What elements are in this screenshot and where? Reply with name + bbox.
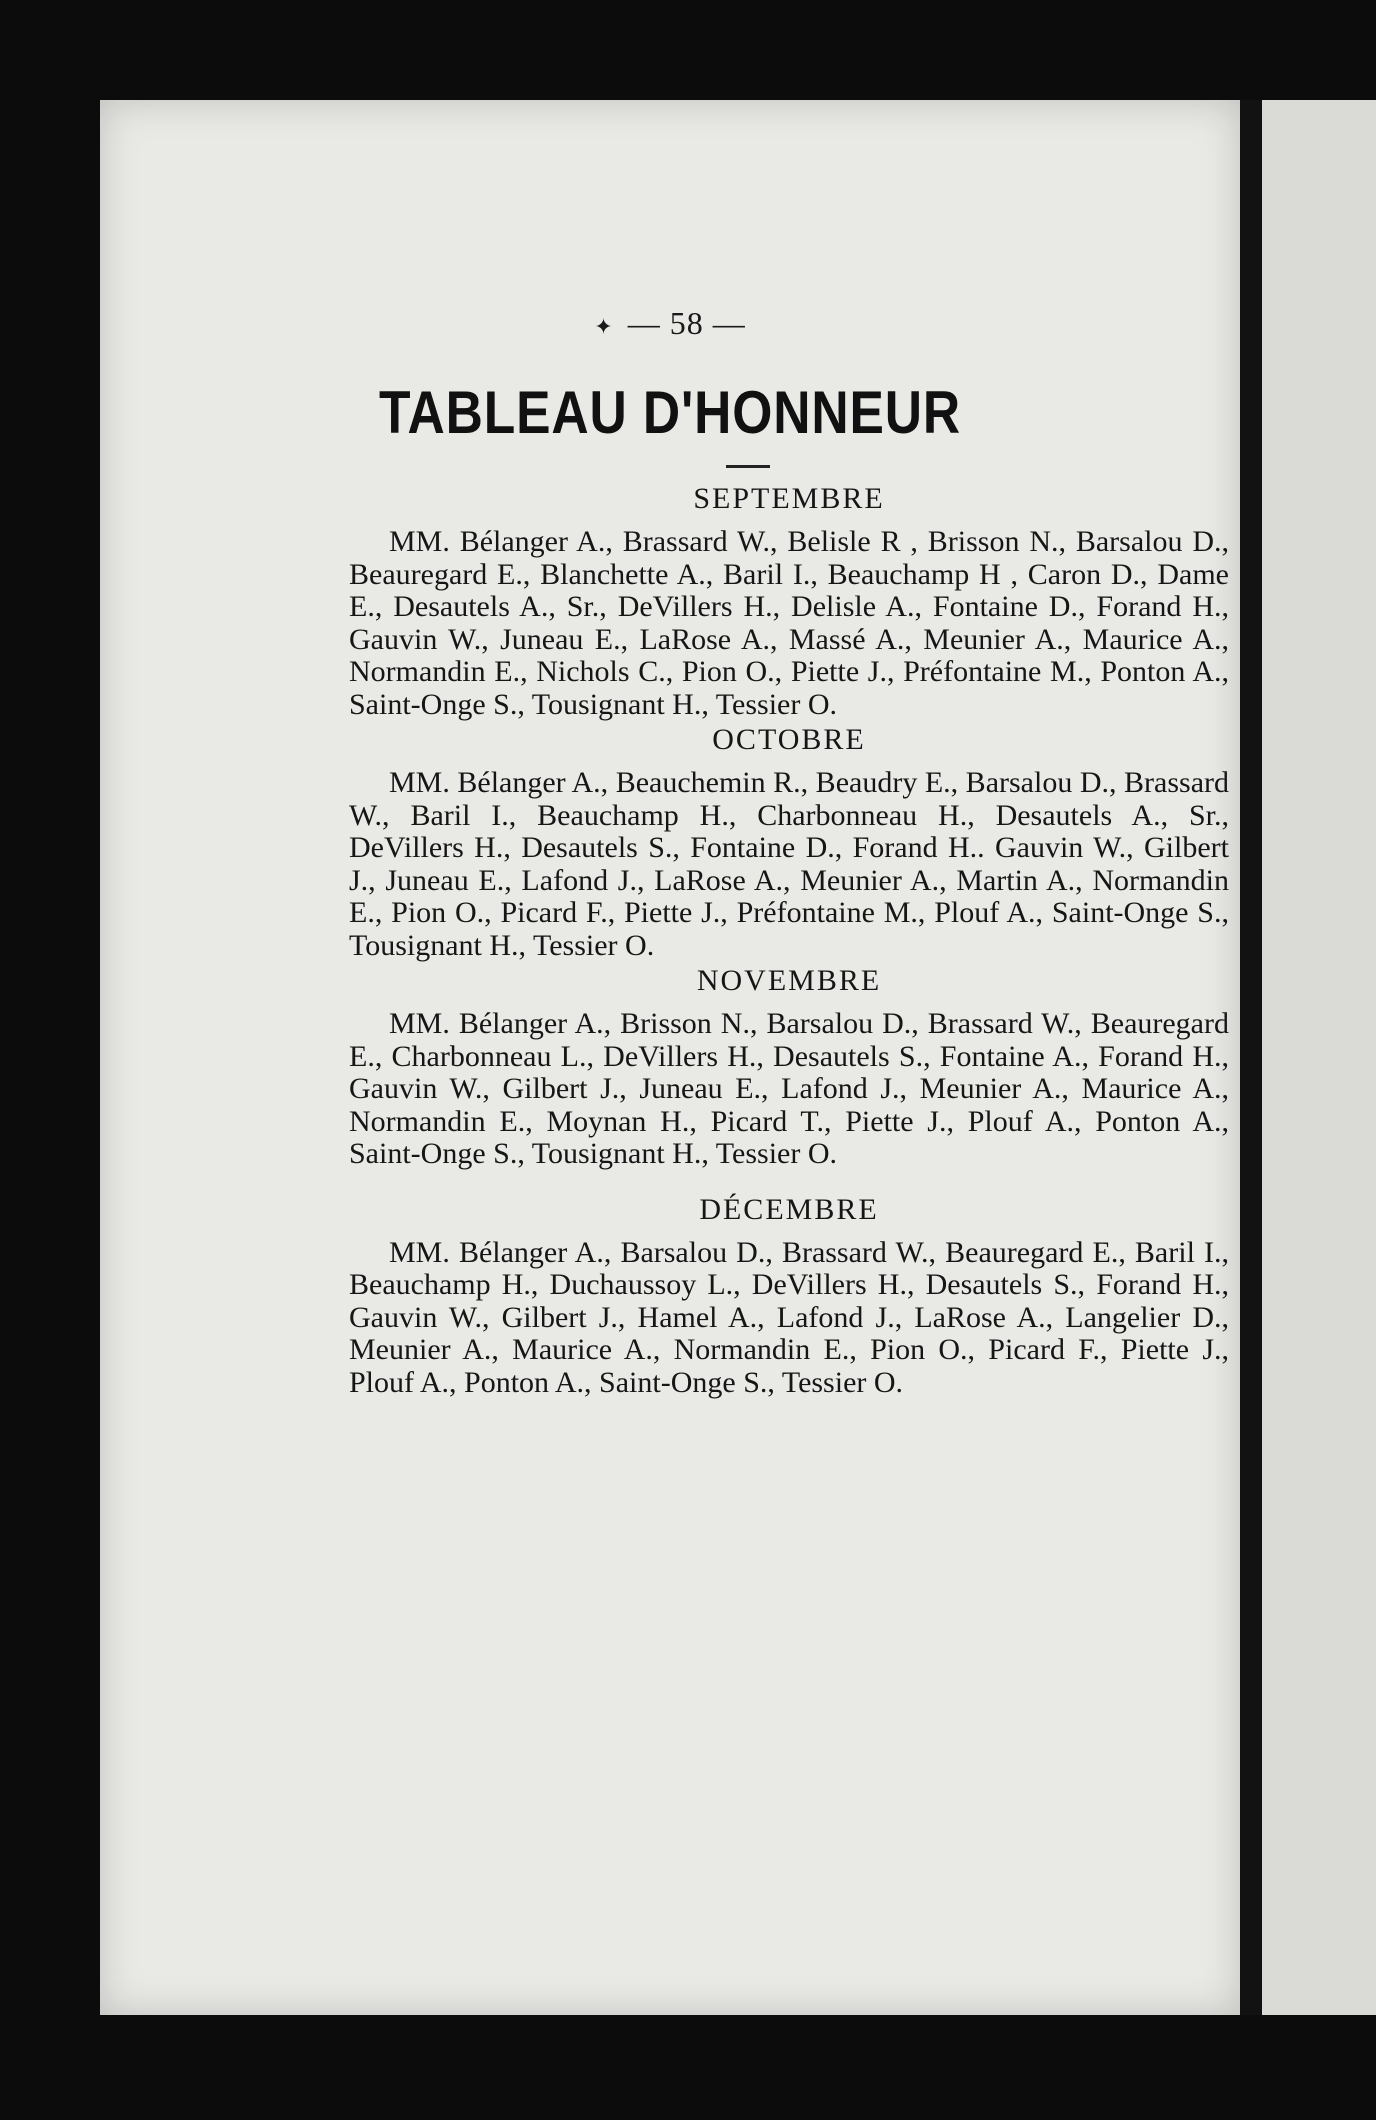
ornament-icon: ✦	[594, 314, 614, 339]
month-heading: OCTOBRE	[712, 723, 866, 756]
honour-roll	[349, 480, 1229, 1399]
book-page	[100, 100, 1240, 2015]
names-list: MM. Bélanger A., Beauchemin R., Beaudry E., Barsalou D., Brassard W., Baril I., Beauchamp H., Charbonneau H., Desautels A., Sr., DeVillers H., Desautels S., Fontaine D., Forand H.. Gauvin W., Gilbert J., Juneau E., Lafond J., LaRose A., Meunier A., Martin A., Normandin E., Pion O., Picard F., Piette J., Préfontaine M., Plouf A., Saint-Onge S., Tousignant H., Tessier O.	[349, 766, 1229, 962]
month-section-october	[349, 721, 1229, 962]
month-heading: NOVEMBRE	[696, 964, 882, 997]
title-divider	[726, 465, 770, 468]
month-heading: SEPTEMBRE	[693, 482, 885, 515]
adjacent-page-edge	[1262, 100, 1376, 2015]
month-heading: DÉCEMBRE	[699, 1192, 879, 1226]
names-list: MM. Bélanger A., Barsalou D., Brassard W., Beauregard E., Baril I., Beauchamp H., Duchaussoy L., DeVillers H., Desautels S., Forand H., Gauvin W., Gilbert J., Hamel A., Lafond J., LaRose A., Langelier D., Meunier A., Maurice A., Normandin E., Pion O., Picard F., Piette J., Plouf A., Ponton A., Saint-Onge S., Tessier O.	[349, 1235, 1229, 1399]
page-number	[100, 305, 1240, 342]
month-section-september	[349, 480, 1229, 721]
page-title: TABLEAU D'HONNEUR	[378, 379, 962, 446]
page-number-text: — 58 —	[627, 305, 746, 341]
book-gutter	[1240, 100, 1262, 2015]
names-list: MM. Bélanger A., Brassard W., Belisle R , Brisson N., Barsalou D., Beauregard E., Blanchette A., Baril I., Beauchamp H , Caron D., Dame E., Desautels A., Sr., DeVillers H., Delisle A., Fontaine D., Forand H., Gauvin W., Juneau E., LaRose A., Massé A., Meunier A., Maurice A., Normandin E., Nichols C., Pion O., Piette J., Préfontaine M., Ponton A., Saint-Onge S., Tousignant H., Tessier O.	[349, 525, 1229, 721]
month-section-december	[349, 1191, 1229, 1400]
month-section-november	[349, 962, 1229, 1171]
names-list: MM. Bélanger A., Brisson N., Barsalou D., Brassard W., Beauregard E., Charbonneau L., DeVillers H., Desautels S., Fontaine A., Forand H., Gauvin W., Gilbert J., Juneau E., Lafond J., Meunier A., Maurice A., Normandin E., Moynan H., Picard T., Piette J., Plouf A., Ponton A., Saint-Onge S., Tousignant H., Tessier O.	[349, 1007, 1229, 1170]
